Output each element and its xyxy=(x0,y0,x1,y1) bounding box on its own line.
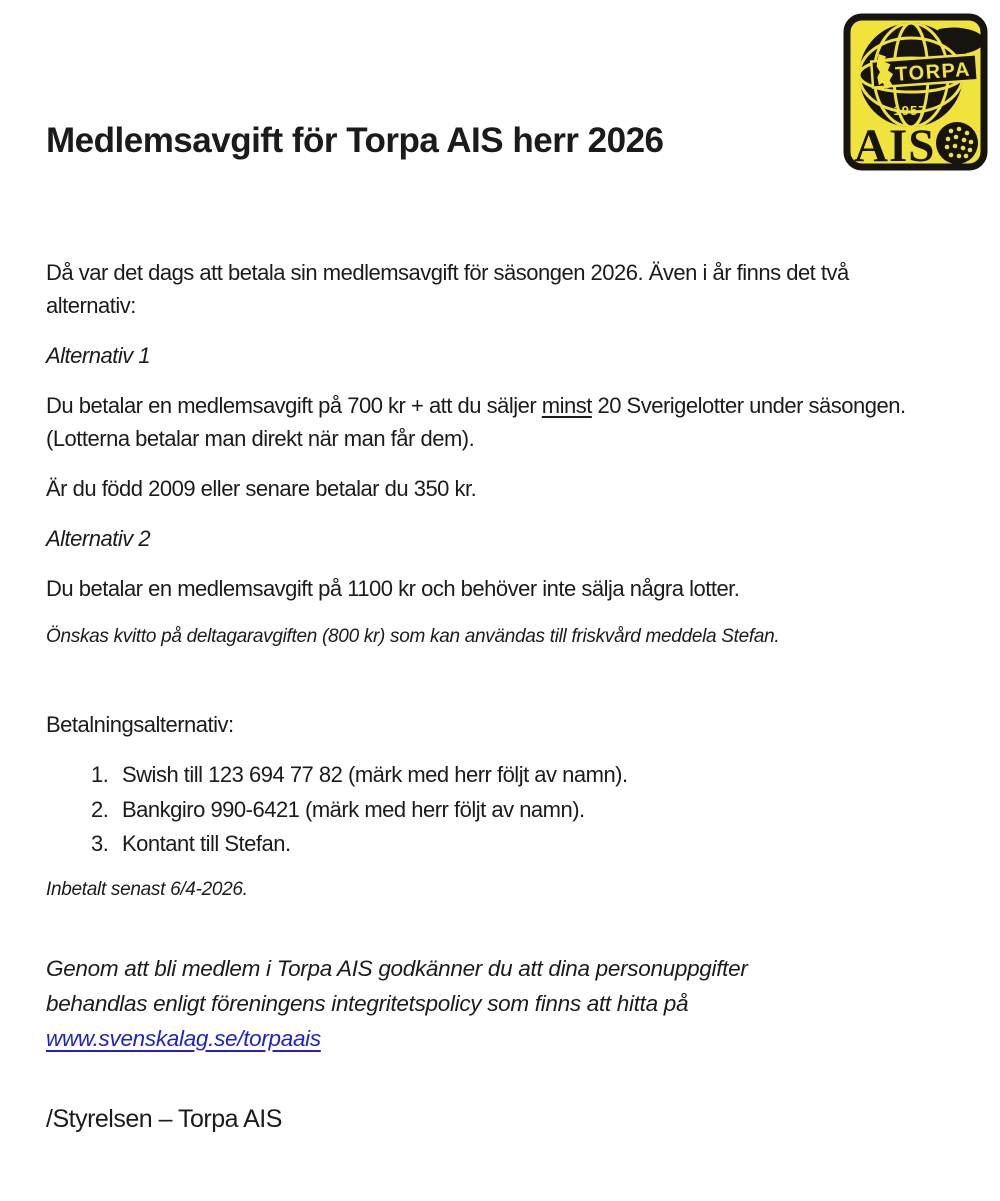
gdpr-paragraph xyxy=(46,951,846,1056)
alt1-underlined-word: minst xyxy=(541,393,592,418)
alternative-2-heading: Alternativ 2 xyxy=(46,526,151,551)
receipt-note: Önskas kvitto på deltagaravgiften (800 kr) som kan användas till friskvård meddela Stefan. xyxy=(46,626,780,647)
intro-paragraph: Då var det dags att betala sin medlemsavgift för säsongen 2026. Även i år finns det två alternativ: xyxy=(46,260,849,318)
integrity-policy-link[interactable]: www.svenskalag.se/torpaais xyxy=(46,1025,321,1051)
payment-option-cash: 3. Kontant till Stefan. xyxy=(114,827,914,862)
logo-torpa-text: TORPA xyxy=(894,58,972,86)
age-discount-paragraph: Är du född 2009 eller senare betalar du 350 kr. xyxy=(46,476,477,501)
deadline-note: Inbetalt senast 6/4-2026. xyxy=(46,878,248,900)
torpa-ais-logo-icon xyxy=(843,13,988,171)
alternative-2-paragraph: Du betalar en medlemsavgift på 1100 kr och behöver inte sälja några lotter. xyxy=(46,576,740,601)
payment-options-heading: Betalningsalternativ: xyxy=(46,712,234,737)
alt1-text-after: 20 Sverigelotter under säsongen. (Lotterna betalar man direkt när man får dem). xyxy=(46,393,906,451)
payment-options-list xyxy=(46,758,914,862)
page-title: Medlemsavgift för Torpa AIS herr 2026 xyxy=(46,121,664,160)
alt1-text-before: Du betalar en medlemsavgift på 700 kr + att du säljer xyxy=(46,393,542,418)
signature-line: /Styrelsen – Torpa AIS xyxy=(46,1104,282,1133)
logo-year-text: 1957 xyxy=(893,103,927,118)
alternative-1-heading: Alternativ 1 xyxy=(46,343,151,368)
dotted-ball xyxy=(936,122,978,164)
alternative-1-paragraph xyxy=(46,389,911,455)
payment-option-swish: 1. Swish till 123 694 77 82 (märk med herr följt av namn). xyxy=(114,758,914,793)
payment-option-bankgiro: 2. Bankgiro 990-6421 (märk med herr följt av namn). xyxy=(114,793,914,828)
gdpr-text: Genom att bli medlem i Torpa AIS godkänner du att dina personuppgifter behandlas enligt föreningens integritetspolicy som finns att hitta på xyxy=(46,955,748,1016)
logo-ais-text: AIS xyxy=(854,120,936,171)
